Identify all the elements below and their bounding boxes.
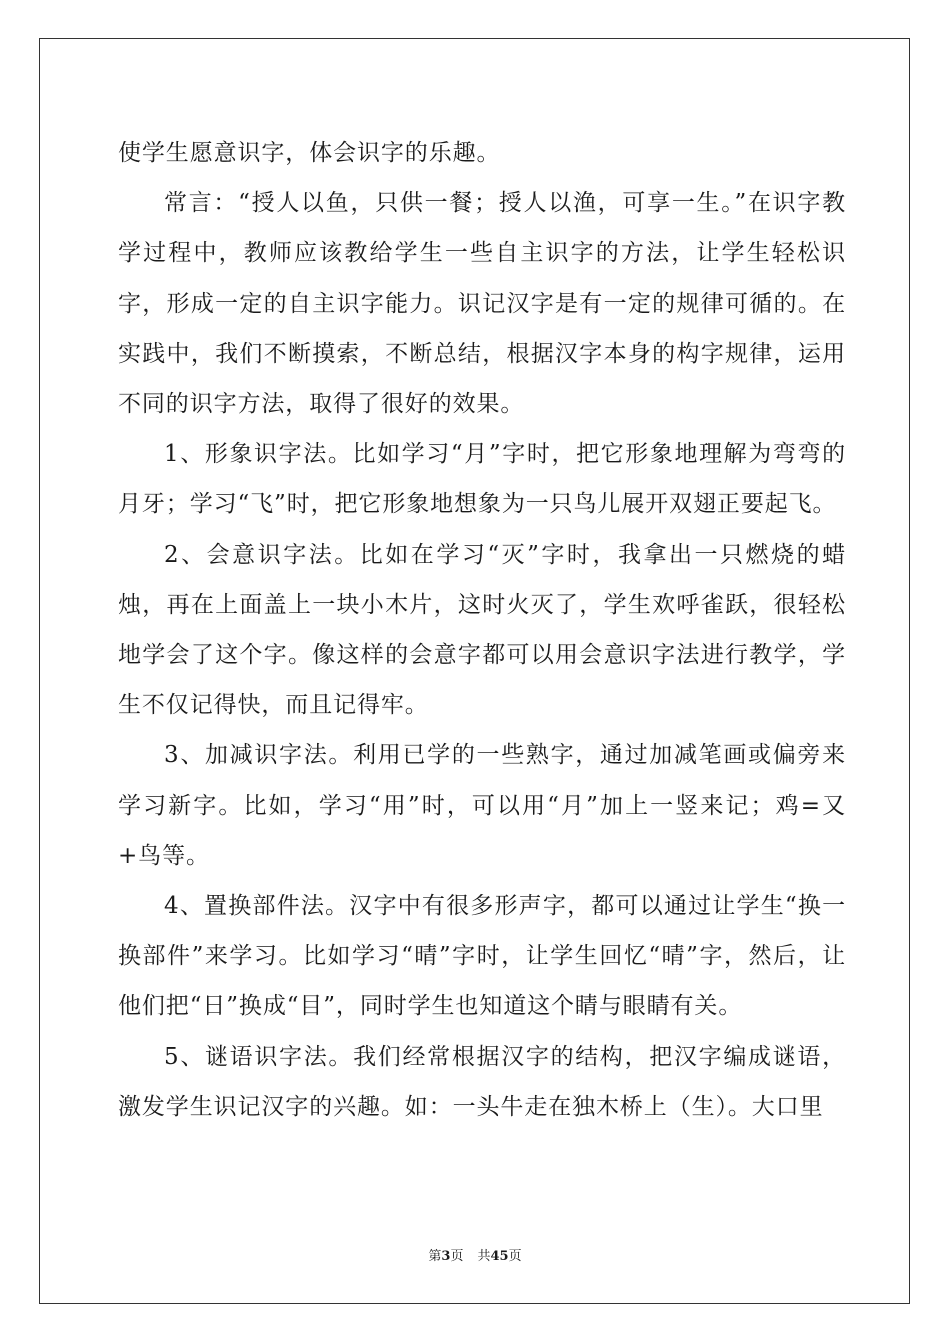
- total-suffix: 页: [508, 1249, 522, 1264]
- paragraph-continuation: 使学生愿意识字，体会识字的乐趣。: [118, 140, 501, 166]
- document-body: [118, 128, 846, 1132]
- page-number: 3: [441, 1249, 451, 1264]
- paragraph-method-4: 4、置换部件法。汉字中有很多形声字，都可以通过让学生“换一换部件”来学习。比如学习“晴”字时，让学生回忆“晴”字，然后，让他们把“日”换成“目”，同时学生也知道这个睛与眼睛有关。: [118, 893, 846, 1020]
- paragraph-method-1: 1、形象识字法。比如学习“月”字时，把它形象地理解为弯弯的月牙；学习“飞”时，把它形象地想象为一只鸟儿展开双翅正要起飞。: [118, 441, 846, 518]
- paragraph-method-3: 3、加减识字法。利用已学的一些熟字，通过加减笔画或偏旁来学习新字。比如，学习“用”时，可以用“月”加上一竖来记；鸡=又+鸟等。: [118, 742, 846, 869]
- page-footer: [0, 1245, 950, 1264]
- paragraph-intro: 常言：“授人以鱼，只供一餐；授人以渔，可享一生。”在识字教学过程中，教师应该教给学生一些自主识字的方法，让学生轻松识字，形成一定的自主识字能力。识记汉字是有一定的规律可循的。在实践中，我们不断摸索，不断总结，根据汉字本身的构字规律，运用不同的识字方法，取得了很好的效果。: [118, 190, 846, 418]
- paragraph-method-5: 5、谜语识字法。我们经常根据汉字的结构，把汉字编成谜语，激发学生识记汉字的兴趣。如：一头牛走在独木桥上（生）。大口里: [118, 1043, 846, 1120]
- paragraph-method-2: 2、会意识字法。比如在学习“灭”字时，我拿出一只燃烧的蜡烛，再在上面盖上一块小木片，这时火灭了，学生欢呼雀跃，很轻松地学会了这个字。像这样的会意字都可以用会意识字法进行教学，学生不仅记得快，而且记得牢。: [118, 541, 846, 719]
- page-prefix: 第: [428, 1249, 442, 1264]
- total-prefix: 共: [477, 1249, 491, 1264]
- total-pages: 45: [490, 1249, 509, 1264]
- page-suffix: 页: [450, 1249, 464, 1264]
